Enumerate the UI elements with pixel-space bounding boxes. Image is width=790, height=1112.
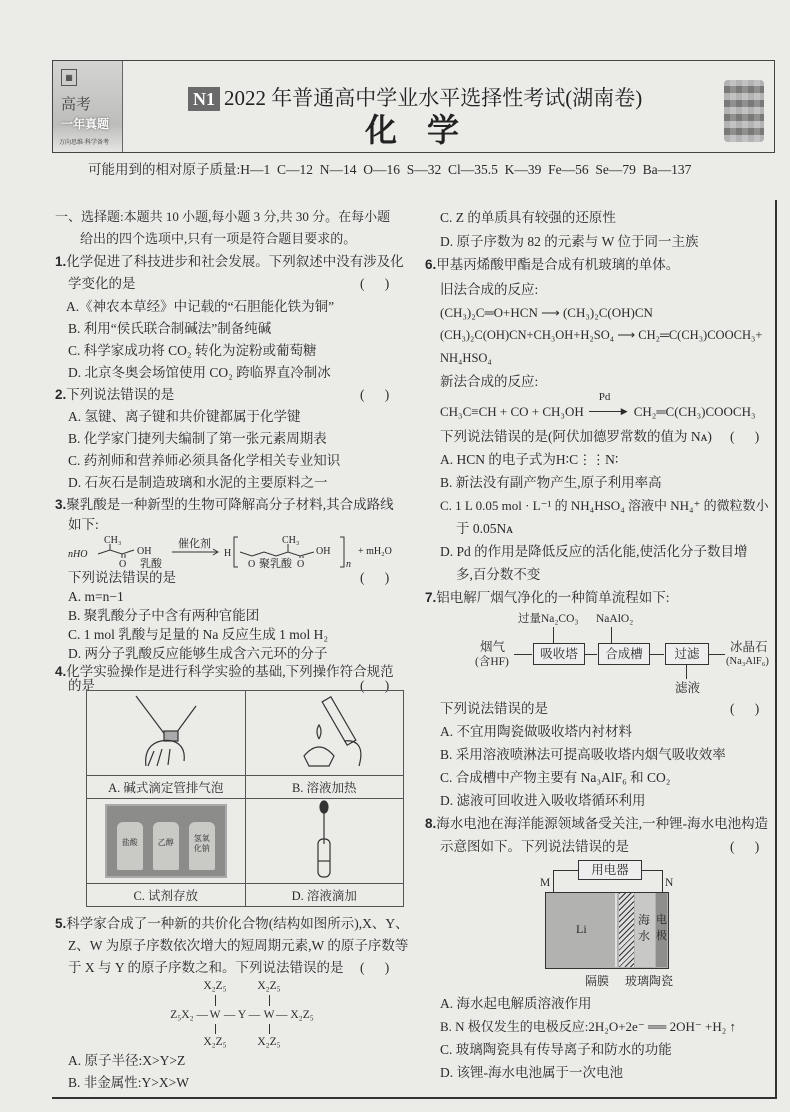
q3-lactic-acid-label: 乳酸 <box>140 558 162 569</box>
q5-bond <box>215 995 216 1006</box>
q5-w-atom: W <box>263 1009 275 1021</box>
q3-question: 下列说法错误的是 <box>68 570 176 585</box>
q5-stem-cont2: 于 X 与 Y 的原子序数之和。下列说法错误的是 <box>68 960 344 975</box>
q3-catalyst-label: 催化剂 <box>178 538 211 550</box>
q4-image-b <box>245 691 404 776</box>
burette-bubble-removal-icon <box>106 691 226 771</box>
glass-ceramic-label: 玻璃陶瓷 <box>625 974 674 988</box>
q3-option-c: C. 1 mol 乳酸与足量的 Na 反应生成 1 mol H₂ <box>68 627 329 642</box>
q6-equation-1: (CH₃)₂C═O+HCN ⟶ (CH₃)₂C(OH)CN <box>440 305 653 320</box>
q3-number: 3. <box>55 497 67 512</box>
dropper-addition-icon <box>294 799 354 879</box>
q4-image-c <box>87 799 246 884</box>
q6-equation-3 <box>440 391 756 420</box>
flow-box-synthesis: 合成槽 <box>598 643 650 665</box>
q4-number: 4. <box>55 664 67 679</box>
q3-polymer-ch3-label: CH₃ <box>282 535 300 546</box>
q1-stem-cont: 学变化的是 <box>68 276 136 291</box>
q5-w-atom: W <box>209 1009 221 1021</box>
q4-option-d: D. 溶液滴加 <box>245 884 404 907</box>
q3-n-label: n <box>346 559 351 569</box>
arrow-head-icon: ▶ <box>620 406 628 416</box>
q5-bottom-left-group: X₂Z₅ <box>203 1036 227 1048</box>
flow-reagent-naalo2: NaAlO₂ <box>596 613 634 625</box>
q8-option-d: D. 该锂-海水电池属于一次电池 <box>440 1065 623 1080</box>
q5-left-group: Z₅X₂ — <box>170 1009 208 1021</box>
q3-stem-cont: 如下: <box>68 517 99 532</box>
q1-option-b: B. 利用“侯氏联合制碱法”制备纯碱 <box>68 321 272 336</box>
glass-ceramic-layer <box>619 893 634 967</box>
q6-equation-3-product: CH₂═C(CH₃)COOCH₃ <box>633 404 756 419</box>
flow-product-cryolite: 冰晶石 <box>730 640 768 654</box>
q6-option-d: D. Pd 的作用是降低反应的活化能,使活化分子数目增 <box>440 544 748 559</box>
flow-product-formula: (Na₃AlF₆) <box>726 656 769 667</box>
electrical-load: 用电器 <box>578 860 642 880</box>
q3-o-label: O <box>119 559 127 569</box>
q1-option-d: D. 北京冬奥会场馆使用 CO₂ 跨临界直冷制冰 <box>68 365 331 380</box>
flow-input-hf: (含HF) <box>475 656 509 668</box>
q2-option-d: D. 石灰石是制造玻璃和水泥的主要原料之一 <box>68 475 328 490</box>
q8-option-c: C. 玻璃陶瓷具有传导离子和防水的功能 <box>440 1042 672 1057</box>
q7-option-c: C. 合成槽中产物主要有 Na₃AlF₆ 和 CO₂ <box>440 770 671 785</box>
seawater-label: 海水 <box>638 913 651 943</box>
q5-option-b: B. 非金属性:Y>X>W <box>68 1075 189 1090</box>
q1-option-c: C. 科学家成功将 CO₂ 转化为淀粉或葡萄糖 <box>68 343 317 358</box>
q5-option-a: A. 原子半径:X>Y>Z <box>68 1053 186 1068</box>
q7-option-a: A. 不宜用陶瓷做吸收塔内衬材料 <box>440 724 632 739</box>
logo-subtitle: 一年真题 <box>61 117 110 131</box>
q6-new-method-label: 新法合成的反应: <box>440 374 539 389</box>
q2-option-a: A. 氢键、离子键和共价键都属于化学键 <box>68 409 301 424</box>
bottle-label-naoh: 氢氧化钠 <box>189 822 215 870</box>
subject-title: 化学 <box>365 112 490 148</box>
q3-h-label: H <box>224 548 232 559</box>
q6-option-d-cont: 多,百分数不变 <box>456 567 541 582</box>
q6-equation-2-cont: NH₄HSO₄ <box>440 351 492 365</box>
separator-membrane <box>615 893 617 967</box>
q7-option-b: B. 采用溶液喷淋法可提高吸收塔内烟气吸收效率 <box>440 747 726 762</box>
q2-stem: 2.下列说法错误的是 <box>55 387 175 402</box>
solution-heating-icon <box>264 691 384 771</box>
q5-stem-cont: Z、W 为原子序数依次增大的短周期元素,W 的原子序数等 <box>68 938 409 953</box>
q6-answer-blank[interactable]: ( ) <box>730 429 760 444</box>
reagent-cabinet <box>105 804 227 878</box>
q7-number: 7. <box>425 590 437 605</box>
paper-code-badge: N1 <box>188 87 220 111</box>
atomic-masses: 可能用到的相对原子质量:H—1 C—12 N—14 O—16 S—32 Cl—35.5 K—39 Fe—56 Se—79 Ba—137 <box>88 162 692 177</box>
flow-arrow <box>650 654 664 655</box>
emblem-icon: ▦ <box>61 69 77 86</box>
terminal-m: M <box>540 877 551 889</box>
flow-arrow <box>553 627 554 643</box>
logo-publisher: 万向思维·科学备考 <box>59 140 109 146</box>
q8-stem-cont: 示意图如下。下列说法错误的是 <box>440 839 629 854</box>
q4-image-a <box>87 691 246 776</box>
page-border-bottom-right <box>430 1097 777 1099</box>
q8-answer-blank[interactable]: ( ) <box>730 839 760 854</box>
q3-oh-label: OH <box>137 546 152 557</box>
q5-bond <box>269 995 270 1006</box>
flow-arrow <box>611 627 612 643</box>
q6-stem: 6.甲基丙烯酸甲酯是合成有机玻璃的单体。 <box>425 257 680 272</box>
q4-stem: 4.化学实验操作是进行科学实验的基础,下列操作符合规范 <box>55 664 394 679</box>
q6-option-b: B. 新法没有副产物产生,原子利用率高 <box>440 475 662 490</box>
membrane-label: 隔膜 <box>585 974 610 988</box>
q8-option-b: B. N 极仅发生的电极反应:2H₂O+2e⁻ ══ 2OH⁻ +H₂ ↑ <box>440 1019 737 1034</box>
q6-option-c: C. 1 L 0.05 mol · L⁻¹ 的 NH₄HSO₄ 溶液中 NH₄⁺ 的微粒数小 <box>440 498 769 513</box>
q5-answer-blank[interactable]: ( ) <box>360 960 390 975</box>
q3-answer-blank[interactable]: ( ) <box>360 570 390 585</box>
exam-title: 2022 年普通高中学业水平选择性考试(湖南卷) <box>224 86 643 110</box>
flow-box-absorber: 吸收塔 <box>533 643 585 665</box>
q4-option-c: C. 试剂存放 <box>87 884 246 907</box>
q7-stem: 7.铝电解厂烟气净化的一种简单流程如下: <box>425 590 670 605</box>
section-heading: 一、选择题:本题共 10 小题,每小题 3 分,共 30 分。在每小题 <box>55 209 391 224</box>
bottle-label-ethanol: 乙醇 <box>153 822 179 870</box>
terminal-n: N <box>665 877 674 889</box>
flow-input-flue-gas: 烟气 <box>480 640 506 654</box>
q5-bottom-right-group: X₂Z₅ <box>257 1036 281 1048</box>
q7-option-d: D. 滤液可回收进入吸收塔循环利用 <box>440 793 646 808</box>
q4-stem-cont: 的是 <box>68 678 95 693</box>
flow-arrow <box>585 654 597 655</box>
q5-stem: 5.科学家合成了一种新的共价化合物(结构如图所示),X、Y、 <box>55 916 409 931</box>
series-logo <box>53 61 123 152</box>
flow-arrow <box>514 654 532 655</box>
flow-arrow <box>686 665 687 679</box>
q3-ch3-label: CH₃ <box>104 535 122 546</box>
q6-number: 6. <box>425 257 437 272</box>
q3-option-b: B. 聚乳酸分子中含有两种官能团 <box>68 608 260 623</box>
q3-pla-label: 聚乳酸 <box>259 558 292 569</box>
q3-water-label: + mH₂O <box>358 546 392 557</box>
q4-option-b: B. 溶液加热 <box>245 776 404 799</box>
q3-ring-o-label: O <box>248 559 256 569</box>
q3-polymer-o-label: O <box>297 559 305 569</box>
q6-question: 下列说法错误的是(阿伏加德罗常数的值为 Nᴀ) <box>440 429 712 444</box>
q6-equation-2: (CH₃)₂C(OH)CN+CH₃OH+H₂SO₄ ⟶ CH₂═C(CH₃)COOCH₃+ <box>440 328 763 342</box>
q6-catalyst-pd: Pd <box>598 391 611 403</box>
q3-option-d: D. 两分子乳酸反应能够生成含六元环的分子 <box>68 646 328 661</box>
q6-equation-3-reactants: CH₃C≡CH + CO + CH₃OH <box>440 404 584 419</box>
q2-option-b: B. 化学家门捷列夫编制了第一张元素周期表 <box>68 431 327 446</box>
q5-right-group: — X₂Z₅ <box>276 1009 314 1021</box>
q7-answer-blank[interactable]: ( ) <box>730 701 760 716</box>
q5-y-atom: — Y — <box>223 1009 261 1021</box>
q5-number: 5. <box>55 916 67 931</box>
q1-answer-blank[interactable]: ( ) <box>360 276 390 291</box>
logo-title: 高考 <box>61 97 92 113</box>
q6-option-a: A. HCN 的电子式为H∶C⋮⋮N∶ <box>440 452 619 467</box>
q5-main-chain <box>160 1008 326 1022</box>
flow-arrow <box>709 654 725 655</box>
page-border-right <box>775 200 777 1098</box>
q5-top-right-group: X₂Z₅ <box>257 980 281 992</box>
qr-code-overlay <box>724 80 764 142</box>
q3-nho-label: nHO <box>68 549 88 560</box>
flow-reagent-na2co3: 过量Na₂CO₃ <box>518 613 579 625</box>
q8-stem: 8.海水电池在海洋能源领域备受关注,一种锂-海水电池构造 <box>425 816 769 831</box>
q2-option-c: C. 药剂师和营养师必须具备化学相关专业知识 <box>68 453 341 468</box>
q1-option-a: A.《神农本草经》中记载的“石胆能化铁为铜” <box>66 299 335 314</box>
flow-filtrate: 滤液 <box>675 681 701 695</box>
q1-number: 1. <box>55 254 67 269</box>
q8-option-a: A. 海水起电解质溶液作用 <box>440 996 592 1011</box>
q3-option-a: A. m=n−1 <box>68 589 124 604</box>
q5-option-d: D. 原子序数为 82 的元素与 W 位于同一主族 <box>440 234 699 249</box>
lithium-label: Li <box>576 922 587 936</box>
q4-image-d <box>245 799 404 884</box>
q6-old-method-label: 旧法合成的反应: <box>440 282 539 297</box>
q2-answer-blank[interactable]: ( ) <box>360 387 390 402</box>
q8-number: 8. <box>425 816 437 831</box>
page-border-bottom <box>52 1097 432 1099</box>
q5-top-left-group: X₂Z₅ <box>203 980 227 992</box>
q3-polymer-oh-label: OH <box>316 546 331 557</box>
q7-question: 下列说法错误的是 <box>440 701 548 716</box>
q6-option-c-cont: 于 0.05Nᴀ <box>456 521 514 536</box>
q5-bond <box>215 1024 216 1034</box>
q4-options-table <box>86 690 404 907</box>
q5-bond <box>269 1024 270 1034</box>
q6-reaction-arrow <box>589 391 629 420</box>
q5-option-c: C. Z 的单质具有较强的还原性 <box>440 210 616 225</box>
q1-stem: 1.化学促进了科技进步和社会发展。下列叙述中没有涉及化 <box>55 254 404 269</box>
q3-synthesis-scheme <box>60 534 420 569</box>
q2-number: 2. <box>55 387 67 402</box>
q4-answer-blank[interactable]: ( ) <box>360 678 390 693</box>
q3-stem: 3.聚乳酸是一种新型的生物可降解高分子材料,其合成路线 <box>55 497 394 512</box>
q4-option-a: A. 碱式滴定管排气泡 <box>87 776 246 799</box>
bottle-label-hcl: 盐酸 <box>117 822 143 870</box>
section-instructions: 给出的四个选项中,只有一项是符合题目要求的。 <box>80 231 357 246</box>
electrode-label: 电极 <box>656 914 667 942</box>
arrow-shaft <box>589 411 623 412</box>
flow-box-filtration: 过滤 <box>665 643 709 665</box>
